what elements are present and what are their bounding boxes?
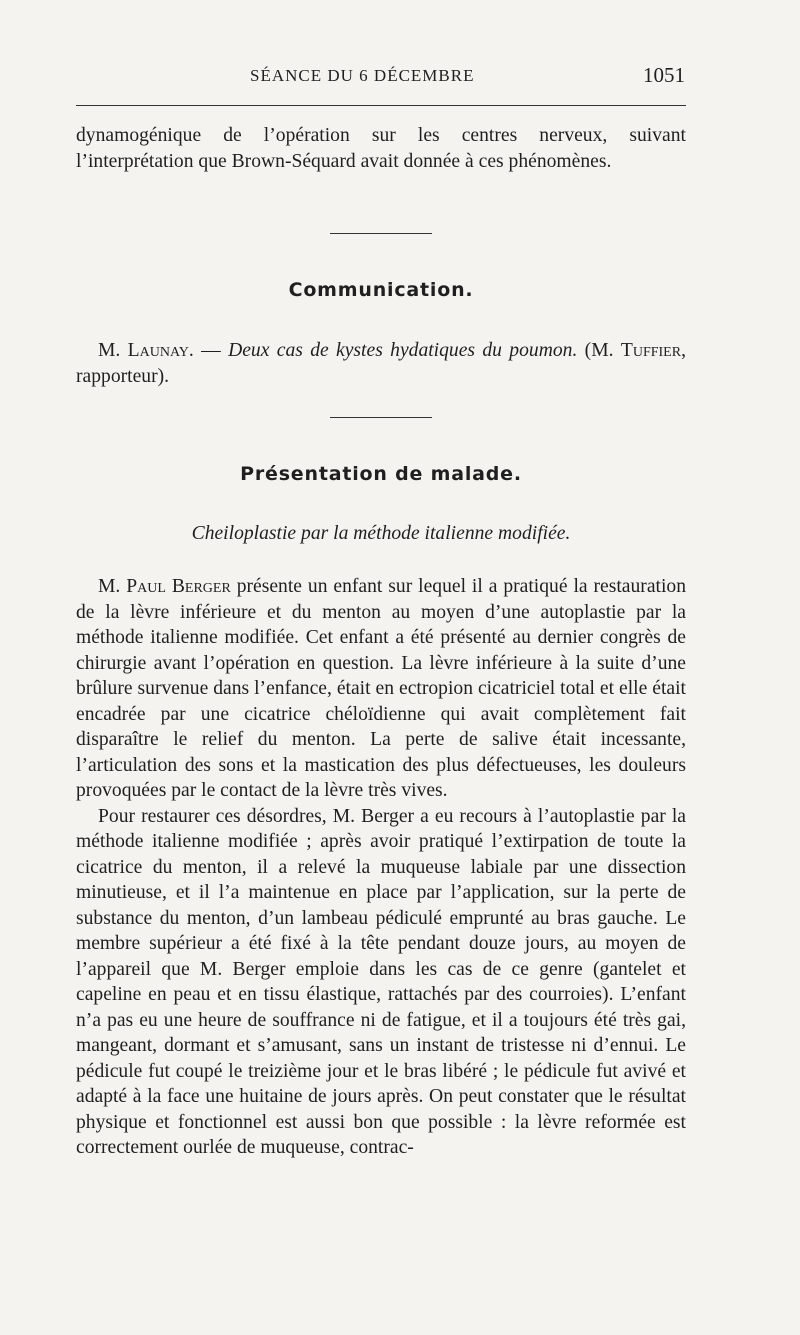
presentation-paragraph-2: Pour restaurer ces désordres, M. Berger a eu recours à l’autoplastie par la méthode italienne modifiée ; après avoir pratiqué l’extirpation de toute la cicatrice du menton, il a relevé la muqueuse labiale par une dissection minutieuse, et il l’a maintenue en place par l’application, sur la perte de substance du menton, d’un lambeau pédiculé emprunté au bras gauche. Le membre supérieur a été fixé à la tête pendant douze jours, au moyen de l’appareil que M. Berger emploie dans les cas de ce genre (gantelet et capeline en peau et en tissu élastique, rattachés par des courroies). L’enfant n’a pas eu une heure de souffrance ni de fatigue, et il a toujours été très gai, mangeant, dormant et s’amusant, sans un instant de tristesse ni d’ennui. Le pédicule fut coupé le treizième jour et le bras libéré ; le pédicule fut avivé et adapté à la face une huitaine de jours après. On peut constater que le résultat physique et fonctionnel est aussi bon que possible : la lèvre reformée est correctement ourlée de muqueuse, contrac- [76,805,686,1158]
communication-heading: Communication. [288,279,474,301]
intro-paragraph-block [76,123,686,174]
comm-author-prefix: M. [98,340,128,361]
comm-reporter-prefix: (M. [577,340,621,361]
pres-author-prefix: M. [98,576,127,597]
presentation-paragraph-1 [76,574,686,804]
header-rule [76,105,686,106]
running-head [0,63,800,90]
communication-entry [76,338,686,389]
presentation-body [76,574,686,1161]
running-title: SÉANCE DU 6 DÉCEMBRE [250,66,475,85]
separator-rule-2 [330,417,432,418]
comm-reporter-suffix: , rapporteur). [76,340,686,387]
separator-rule-1 [330,233,432,234]
comm-dash: . — [188,340,229,361]
presentation-heading: Présentation de malade. [240,463,522,485]
page-number: 1051 [643,63,685,87]
pres-paragraph-1-text: présente un enfant sur lequel il a pratiqué la restauration de la lèvre inférieure et du menton au moyen d’une autoplastie par la méthode italienne modifiée. Cet enfant a été présenté au dernier congrès de chirurgie avant l’opération en question. La lèvre inférieure à la suite d’une brûlure survenue dans l’enfance, était en ectropion cicatriciel total et elle était encadrée par une cicatrice chéloïdienne qui avait complètement fait disparaître le relief du menton. La perte de salive était incessante, l’articulation des sons et la mastication des plus défectueuses, les douleurs provoquées par le contact de la lèvre très vives. [76,576,686,801]
communication-entry-block [76,338,686,389]
comm-author-name: Launay [127,340,189,361]
presentation-subtitle: Cheiloplastie par la méthode italienne modifiée. [191,523,571,544]
pres-author-name: Paul Berger [126,576,231,597]
comm-reporter-name: Tuffier [620,340,682,361]
comm-title: Deux cas de kystes hydatiques du poumon. [228,340,578,361]
intro-paragraph: dynamogénique de l’opération sur les centres nerveux, suivant l’interprétation que Brown-Séquard avait donnée à ces phénomènes. [76,125,686,172]
